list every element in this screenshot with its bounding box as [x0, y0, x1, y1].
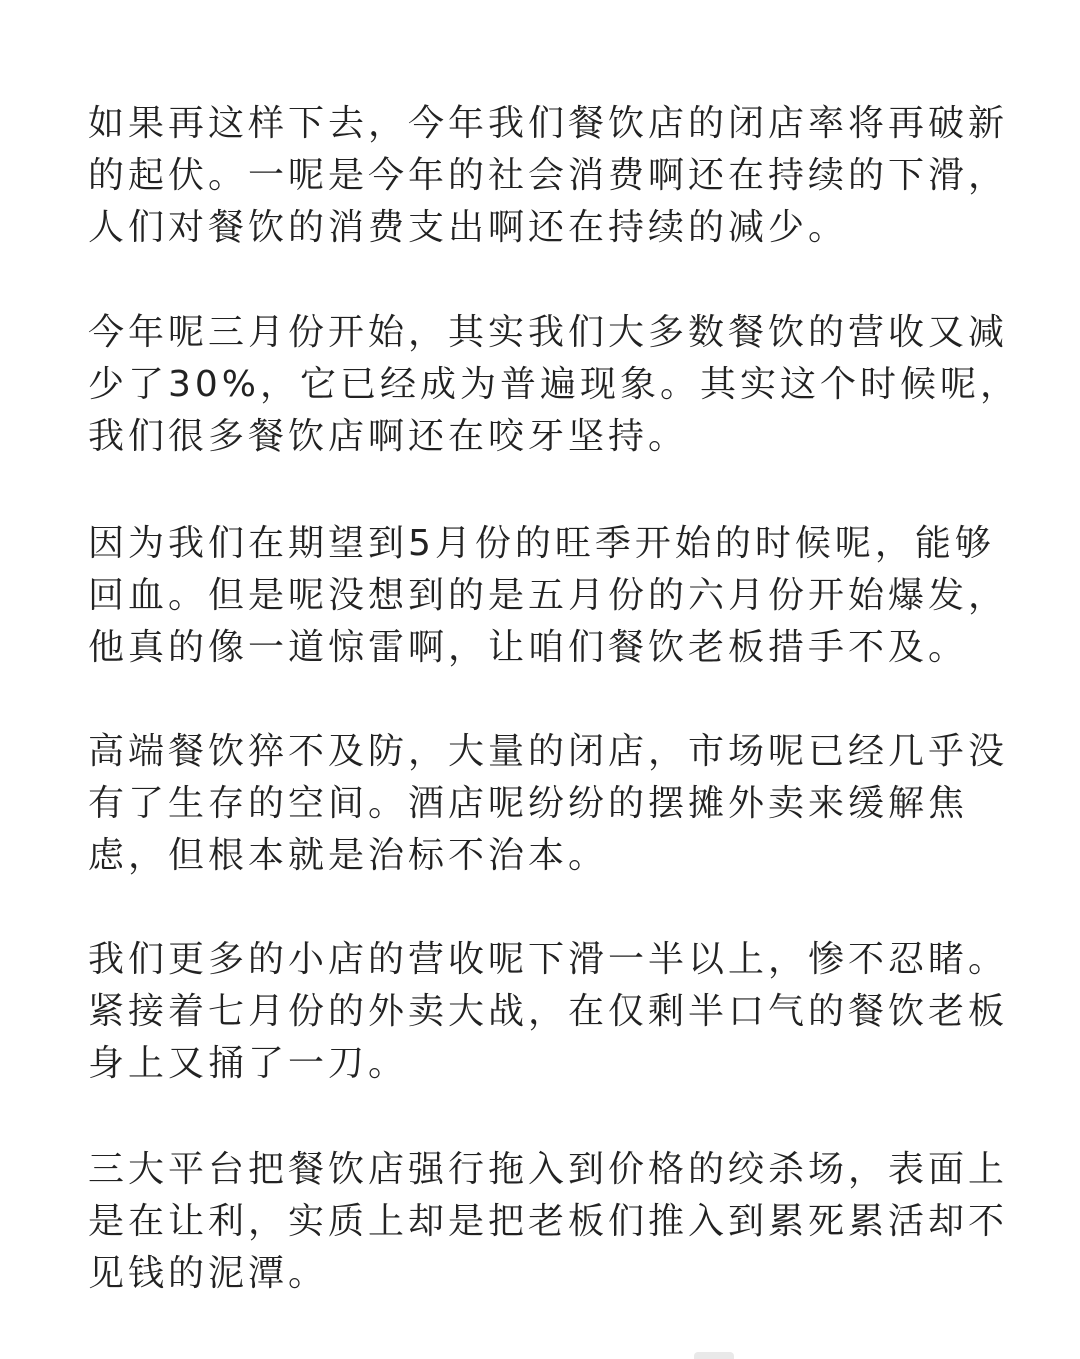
paragraph-2-line-2: 少了30%，它已经成为普遍现象。其实这个时候呢， [88, 364, 1021, 405]
paragraph-6-line-3: 见钱的泥潭。 [88, 1253, 329, 1294]
paragraph-1-line-2: 的起伏。一呢是今年的社会消费啊还在持续的下滑， [88, 155, 1009, 196]
paragraph-3-line-2: 回血。但是呢没想到的是五月份的六月份开始爆发， [88, 575, 1009, 616]
paragraph-4-line-1: 高端餐饮猝不及防，大量的闭店，市场呢已经几乎没 [88, 731, 1009, 772]
paragraph-5-line-3: 身上又捅了一刀。 [88, 1043, 409, 1084]
paragraph-3-line-1: 因为我们在期望到5月份的旺季开始的时候呢，能够 [88, 523, 995, 564]
paragraph-5-line-1: 我们更多的小店的营收呢下滑一半以上，惨不忍睹。 [88, 939, 1009, 980]
paragraph-6-line-2: 是在让利，实质上却是把老板们推入到累死累活却不 [88, 1201, 1009, 1242]
paragraph-3 [88, 518, 1008, 674]
paragraph-5-line-2: 紧接着七月份的外卖大战，在仅剩半口气的餐饮老板 [88, 991, 1009, 1032]
paragraph-1 [88, 98, 1008, 254]
paragraph-1-line-1: 如果再这样下去，今年我们餐饮店的闭店率将再破新 [88, 103, 1009, 144]
paragraph-3-line-3: 他真的像一道惊雷啊，让咱们餐饮老板措手不及。 [88, 627, 969, 668]
paragraph-4 [88, 726, 1008, 882]
bottom-edge-mark [694, 1352, 734, 1359]
paragraph-4-line-3: 虑，但根本就是治标不治本。 [88, 835, 609, 876]
paragraph-6 [88, 1144, 1008, 1300]
paragraph-4-line-2: 有了生存的空间。酒店呢纷纷的摆摊外卖来缓解焦 [88, 783, 969, 824]
paragraph-2 [88, 307, 1020, 463]
paragraph-6-line-1: 三大平台把餐饮店强行拖入到价格的绞杀场，表面上 [88, 1149, 1009, 1190]
paragraph-1-line-3: 人们对餐饮的消费支出啊还在持续的减少。 [88, 207, 849, 248]
paragraph-2-line-1: 今年呢三月份开始，其实我们大多数餐饮的营收又减 [88, 312, 1009, 353]
paragraph-2-line-3: 我们很多餐饮店啊还在咬牙坚持。 [88, 416, 689, 457]
paragraph-5 [88, 934, 1008, 1090]
